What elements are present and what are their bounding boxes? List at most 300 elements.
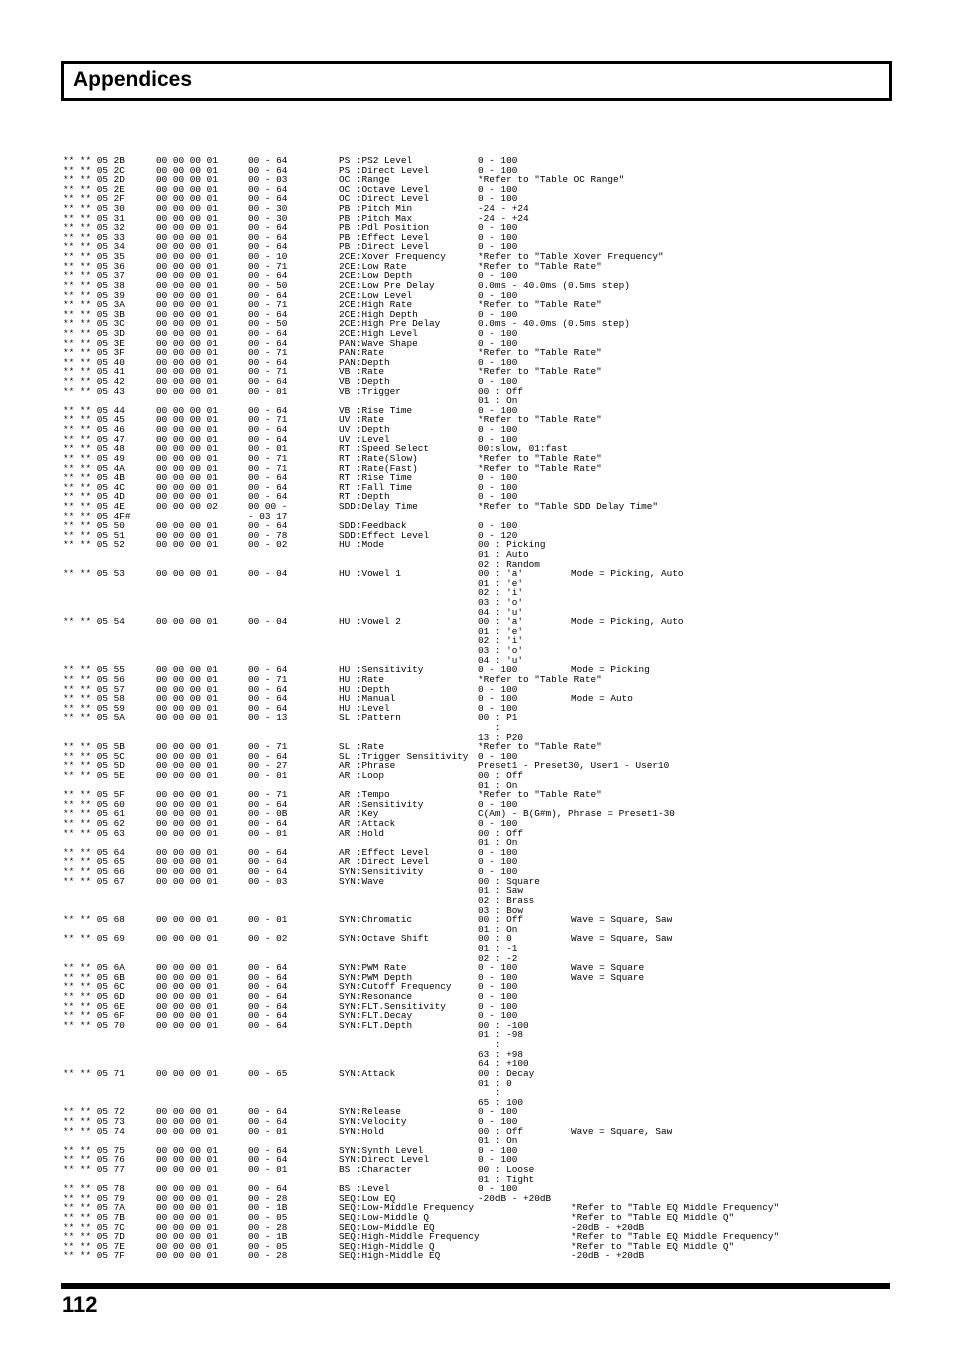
value-cell: 0 - 100: [478, 981, 518, 993]
size-cell: 00 00 00 01: [156, 270, 218, 282]
range-cell: 00 - 01: [248, 1125, 288, 1137]
range-cell: 00 - 64: [248, 164, 288, 176]
range-cell: 00 - 71: [248, 673, 288, 685]
range-cell: 00 - 64: [248, 472, 288, 484]
range-cell: 00 - 64: [248, 971, 288, 983]
address-cell: ** ** 05 3D: [63, 327, 125, 339]
range-cell: 00 - 64: [248, 962, 288, 974]
range-cell: 00 - 65: [248, 1067, 288, 1079]
address-cell: ** ** 05 56: [63, 673, 125, 685]
parameter-cell: SYN:FLT.Decay: [339, 1010, 413, 1022]
size-cell: 00 00 00 01: [156, 1163, 218, 1175]
address-cell: ** ** 05 5B: [63, 741, 125, 753]
value-cell: 01 : 'e': [478, 625, 524, 637]
value-cell: 0 - 100: [478, 155, 518, 166]
address-cell: ** ** 05 72: [63, 1106, 125, 1118]
value-cell: *Refer to "Table Rate": [478, 741, 602, 753]
parameter-cell: SDD:Delay Time: [339, 500, 418, 512]
range-cell: 00 - 13: [248, 712, 288, 724]
range-cell: 00 - 01: [248, 770, 288, 781]
value-cell: 0 - 100: [478, 433, 518, 445]
range-cell: 00 - 01: [248, 1163, 288, 1175]
size-cell: 00 00 00 01: [156, 356, 218, 368]
range-cell: - 03 17: [248, 510, 288, 522]
size-cell: 00 00 00 01: [156, 203, 218, 215]
address-cell: ** ** 05 59: [63, 702, 125, 714]
size-cell: 00 00 00 01: [156, 481, 218, 493]
value-cell: 02 : 'i': [478, 587, 524, 599]
value-cell: 0 - 100: [478, 472, 518, 484]
range-cell: 00 - 64: [248, 424, 288, 436]
size-cell: 00 00 00 01: [156, 241, 218, 253]
range-cell: 00 - 01: [248, 914, 288, 926]
size-cell: 00 00 00 01: [156, 741, 218, 753]
address-cell: ** ** 05 6B: [63, 971, 125, 983]
value-cell: 0 - 100: [478, 866, 518, 878]
size-cell: 00 00 00 01: [156, 875, 218, 887]
page-number: 112: [62, 1292, 98, 1317]
size-cell: 00 00 00 01: [156, 251, 218, 263]
parameter-cell: SYN:Velocity: [339, 1115, 407, 1127]
value-cell: 01 : Saw: [478, 885, 524, 897]
value-cell: 01 : Auto: [478, 548, 529, 560]
range-cell: 00 - 64: [248, 981, 288, 993]
size-cell: 00 00 00 02: [156, 500, 218, 512]
size-cell: 00 00 00 01: [156, 347, 218, 359]
size-cell: 00 00 00 01: [156, 1183, 218, 1195]
range-cell: 00 - 64: [248, 1000, 288, 1012]
value-cell: 0 - 100: [478, 520, 518, 532]
range-cell: 00 - 64: [248, 222, 288, 234]
value-cell: 0 - 100: [478, 193, 518, 205]
address-cell: ** ** 05 78: [63, 1183, 125, 1195]
range-cell: 00 - 64: [248, 356, 288, 368]
address-cell: ** ** 05 54: [63, 616, 125, 628]
parameter-cell: AR :Loop: [339, 770, 385, 781]
range-cell: 00 00 -: [248, 500, 288, 512]
size-cell: 00 00 00 01: [156, 1144, 218, 1156]
parameter-cell: SEQ:High-Middle Q: [339, 1240, 435, 1252]
value-cell: 04 : 'u': [478, 654, 524, 666]
size-cell: 00 00 00 01: [156, 1250, 218, 1262]
range-cell: 00 - 71: [248, 452, 288, 464]
size-cell: 00 00 00 01: [156, 183, 218, 195]
range-cell: 00 - 71: [248, 789, 288, 801]
value-cell: 00 : -100: [478, 1019, 529, 1031]
address-cell: ** ** 05 39: [63, 289, 125, 301]
range-cell: 00 - 0B: [248, 808, 288, 820]
size-cell: 00 00 00 01: [156, 616, 218, 628]
parameter-cell: RT :Rise Time: [339, 472, 413, 484]
range-cell: 00 - 04: [248, 616, 288, 628]
address-cell: ** ** 05 42: [63, 376, 125, 388]
parameter-cell: SYN:PWM Rate: [339, 962, 407, 974]
address-cell: ** ** 05 3E: [63, 337, 125, 349]
size-cell: 00 00 00 01: [156, 1000, 218, 1012]
parameter-cell: PAN:Depth: [339, 356, 390, 368]
value-cell: 0 - 100: [478, 424, 518, 436]
range-cell: 00 - 10: [248, 251, 288, 263]
note-cell: Mode = Picking: [571, 664, 650, 676]
size-cell: 00 00 00 01: [156, 760, 218, 772]
range-cell: 00 - 1B: [248, 1202, 288, 1214]
address-cell: ** ** 05 7B: [63, 1212, 125, 1224]
value-cell: -24 - +24: [478, 212, 529, 224]
address-cell: ** ** 05 49: [63, 452, 125, 464]
address-cell: ** ** 05 65: [63, 856, 125, 868]
range-cell: 00 - 71: [248, 260, 288, 272]
range-cell: 00 - 64: [248, 798, 288, 810]
size-cell: 00 00 00 01: [156, 673, 218, 685]
range-cell: 00 - 78: [248, 529, 288, 541]
size-cell: 00 00 00 01: [156, 1010, 218, 1022]
range-cell: 00 - 05: [248, 1240, 288, 1252]
parameter-cell: AR :Attack: [339, 818, 396, 830]
note-cell: Wave = Square: [571, 962, 645, 974]
parameter-cell: SYN:Chromatic: [339, 914, 413, 926]
value-cell: 02 : 'i': [478, 635, 524, 647]
address-cell: ** ** 05 41: [63, 366, 125, 378]
size-cell: 00 00 00 01: [156, 462, 218, 474]
parameter-cell: RT :Speed Select: [339, 443, 430, 455]
value-cell: 00 : P1: [478, 712, 518, 724]
value-cell: 00 : 0: [478, 933, 512, 945]
address-cell: ** ** 05 60: [63, 798, 125, 810]
address-cell: ** ** 05 4C: [63, 481, 125, 493]
address-cell: ** ** 05 4E: [63, 500, 125, 512]
parameter-cell: VB :Depth: [339, 376, 390, 388]
range-cell: 00 - 28: [248, 1192, 288, 1204]
range-cell: 00 - 64: [248, 289, 288, 301]
address-cell: ** ** 05 73: [63, 1115, 125, 1127]
range-cell: 00 - 64: [248, 241, 288, 253]
address-cell: ** ** 05 74: [63, 1125, 125, 1137]
parameter-cell: SYN:Cutoff Frequency: [339, 981, 452, 993]
address-cell: ** ** 05 71: [63, 1067, 125, 1079]
size-cell: 00 00 00 01: [156, 914, 218, 926]
value-cell: 0 - 100: [478, 702, 518, 714]
size-cell: 00 00 00 01: [156, 376, 218, 388]
address-cell: ** ** 05 50: [63, 520, 125, 532]
address-cell: ** ** 05 4B: [63, 472, 125, 484]
range-cell: 00 - 02: [248, 933, 288, 945]
range-cell: 00 - 64: [248, 1010, 288, 1022]
value-cell: 0 - 100: [478, 1000, 518, 1012]
parameter-cell: SL :Rate: [339, 741, 385, 753]
value-cell: 0 - 100: [478, 270, 518, 282]
address-cell: ** ** 05 44: [63, 404, 125, 416]
range-cell: 00 - 64: [248, 183, 288, 195]
value-cell: C(Am) - B(G#m), Phrase = Preset1-30: [478, 808, 675, 820]
address-cell: ** ** 05 4D: [63, 491, 125, 503]
range-cell: 00 - 64: [248, 683, 288, 695]
parameter-cell: PAN:Wave Shape: [339, 337, 418, 349]
value-cell: 0 - 100: [478, 231, 518, 243]
value-cell: :: [478, 1087, 501, 1099]
address-cell: ** ** 05 7E: [63, 1240, 125, 1252]
value-cell: 0.0ms - 40.0ms (0.5ms step): [478, 279, 630, 291]
size-cell: 00 00 00 01: [156, 770, 218, 781]
note-cell: Mode = Auto: [571, 693, 633, 705]
value-cell: 01 : On: [478, 837, 518, 849]
parameter-cell: SYN:Attack: [339, 1067, 396, 1079]
parameter-cell: SEQ:Low-Middle Frequency: [339, 1202, 475, 1214]
range-cell: 00 - 64: [248, 193, 288, 205]
range-cell: 00 - 71: [248, 299, 288, 311]
value-cell: -24 - +24: [478, 203, 529, 215]
value-cell: 03 : Bow: [478, 904, 524, 916]
parameter-cell: AR :Key: [339, 808, 379, 820]
value-cell: 0 - 100: [478, 971, 518, 983]
address-cell: ** ** 05 3A: [63, 299, 125, 311]
range-cell: 00 - 64: [248, 866, 288, 878]
address-cell: ** ** 05 2D: [63, 174, 125, 186]
size-cell: 00 00 00 01: [156, 568, 218, 580]
size-cell: 00 00 00 01: [156, 539, 218, 551]
range-cell: 00 - 64: [248, 991, 288, 1003]
parameter-cell: OC :Direct Level: [339, 193, 430, 205]
range-cell: 00 - 30: [248, 203, 288, 215]
parameter-cell: UV :Depth: [339, 424, 390, 436]
parameter-cell: SYN:Wave: [339, 875, 385, 887]
parameter-cell: OC :Octave Level: [339, 183, 430, 195]
parameter-cell: AR :Direct Level: [339, 856, 430, 868]
value-cell: :: [478, 721, 501, 733]
address-cell: ** ** 05 31: [63, 212, 125, 224]
address-cell: ** ** 05 64: [63, 846, 125, 858]
parameter-cell: RT :Rate(Slow): [339, 452, 418, 464]
note-cell: Wave = Square, Saw: [571, 933, 673, 945]
parameter-cell: PS :PS2 Level: [339, 155, 413, 166]
parameter-cell: VB :Rate: [339, 366, 385, 378]
range-cell: 00 - 71: [248, 366, 288, 378]
size-cell: 00 00 00 01: [156, 491, 218, 503]
parameter-cell: SYN:Octave Shift: [339, 933, 430, 945]
value-cell: Preset1 - Preset30, User1 - User10: [478, 760, 670, 772]
address-cell: ** ** 05 66: [63, 866, 125, 878]
size-cell: 00 00 00 01: [156, 798, 218, 810]
parameter-cell: PB :Pitch Max: [339, 212, 413, 224]
address-cell: ** ** 05 35: [63, 251, 125, 263]
value-cell: 00 : Picking: [478, 539, 546, 551]
range-cell: 00 - 64: [248, 1183, 288, 1195]
address-cell: ** ** 05 6D: [63, 991, 125, 1003]
address-cell: ** ** 05 62: [63, 818, 125, 830]
size-cell: 00 00 00 01: [156, 174, 218, 186]
value-cell: 0 - 100: [478, 183, 518, 195]
parameter-cell: PAN:Rate: [339, 347, 385, 359]
size-cell: 00 00 00 01: [156, 318, 218, 330]
parameter-cell: VB :Trigger: [339, 385, 401, 397]
footer-rule: [61, 1283, 890, 1289]
parameter-cell: AR :Tempo: [339, 789, 390, 801]
header-box: [61, 61, 892, 101]
value-cell: *Refer to "Table Xover Frequency": [478, 251, 664, 263]
value-cell: 00 : 'a': [478, 568, 524, 580]
size-cell: 00 00 00 01: [156, 385, 218, 397]
value-cell: 00 : Off: [478, 770, 524, 781]
value-cell: 01 : 0: [478, 1077, 512, 1089]
value-cell: 0 - 100: [478, 491, 518, 503]
size-cell: 00 00 00 01: [156, 520, 218, 532]
value-cell: 13 : P20: [478, 731, 524, 743]
parameter-cell: RT :Fall Time: [339, 481, 413, 493]
value-cell: *Refer to "Table Rate": [478, 299, 602, 311]
value-cell: 02 : -2: [478, 952, 518, 964]
size-cell: 00 00 00 01: [156, 1067, 218, 1079]
value-cell: 0 - 100: [478, 289, 518, 301]
value-cell: 0 - 100: [478, 1183, 518, 1195]
parameter-cell: HU :Manual: [339, 693, 396, 705]
size-cell: 00 00 00 01: [156, 1019, 218, 1031]
size-cell: 00 00 00 01: [156, 750, 218, 762]
parameter-cell: HU :Sensitivity: [339, 664, 424, 676]
value-cell: *Refer to "Table Rate": [478, 414, 602, 426]
parameter-cell: VB :Rise Time: [339, 404, 413, 416]
address-cell: ** ** 05 34: [63, 241, 125, 253]
size-cell: 00 00 00 01: [156, 1231, 218, 1243]
address-cell: ** ** 05 2C: [63, 164, 125, 176]
size-cell: 00 00 00 01: [156, 1212, 218, 1224]
parameter-cell: AR :Sensitivity: [339, 798, 424, 810]
value-cell: 00 : Square: [478, 875, 540, 887]
range-cell: 00 - 64: [248, 818, 288, 830]
range-cell: 00 - 64: [248, 481, 288, 493]
parameter-cell: PB :Direct Level: [339, 241, 430, 253]
range-cell: 00 - 71: [248, 741, 288, 753]
value-cell: 0 - 100: [478, 337, 518, 349]
range-cell: 00 - 64: [248, 750, 288, 762]
value-cell: 0 - 100: [478, 962, 518, 974]
size-cell: 00 00 00 01: [156, 1125, 218, 1137]
range-cell: 00 - 64: [248, 1019, 288, 1031]
address-cell: ** ** 05 2F: [63, 193, 125, 205]
address-cell: ** ** 05 46: [63, 424, 125, 436]
range-cell: 00 - 50: [248, 279, 288, 291]
value-cell: *Refer to "Table Rate": [478, 452, 602, 464]
parameter-cell: SEQ:Low EQ: [339, 1192, 396, 1204]
parameter-cell: SEQ:High-Middle EQ: [339, 1250, 441, 1262]
size-cell: 00 00 00 01: [156, 971, 218, 983]
size-cell: 00 00 00 01: [156, 414, 218, 426]
value-cell: 0 - 100: [478, 750, 518, 762]
parameter-cell: BS :Character: [339, 1163, 413, 1175]
value-cell: 0 - 100: [478, 241, 518, 253]
note-cell: -20dB - +20dB: [571, 1221, 645, 1233]
parameter-cell: AR :Effect Level: [339, 846, 430, 858]
value-cell: 00:slow, 01:fast: [478, 443, 569, 455]
address-cell: ** ** 05 38: [63, 279, 125, 291]
size-cell: 00 00 00 01: [156, 1106, 218, 1118]
size-cell: 00 00 00 01: [156, 1202, 218, 1214]
parameter-cell: HU :Level: [339, 702, 390, 714]
value-cell: 00 : Decay: [478, 1067, 535, 1079]
size-cell: 00 00 00 01: [156, 827, 218, 839]
address-cell: ** ** 05 77: [63, 1163, 125, 1175]
note-cell: Mode = Picking, Auto: [571, 616, 684, 628]
address-cell: ** ** 05 40: [63, 356, 125, 368]
parameter-cell: SYN:Sensitivity: [339, 866, 424, 878]
size-cell: 00 00 00 01: [156, 155, 218, 166]
range-cell: 00 - 64: [248, 520, 288, 532]
size-cell: 00 00 00 01: [156, 789, 218, 801]
size-cell: 00 00 00 01: [156, 424, 218, 436]
size-cell: 00 00 00 01: [156, 452, 218, 464]
range-cell: 00 - 64: [248, 433, 288, 445]
range-cell: 00 - 64: [248, 693, 288, 705]
range-cell: 00 - 64: [248, 231, 288, 243]
range-cell: 00 - 64: [248, 404, 288, 416]
value-cell: *Refer to "Table Rate": [478, 260, 602, 272]
address-cell: ** ** 05 58: [63, 693, 125, 705]
address-cell: ** ** 05 5D: [63, 760, 125, 772]
parameter-cell: SYN:Release: [339, 1106, 401, 1118]
range-cell: 00 - 64: [248, 702, 288, 714]
parameter-cell: 2CE:High Pre Delay: [339, 318, 441, 330]
address-cell: ** ** 05 6F: [63, 1010, 125, 1022]
range-cell: 00 - 64: [248, 491, 288, 503]
address-cell: ** ** 05 6C: [63, 981, 125, 993]
address-cell: ** ** 05 70: [63, 1019, 125, 1031]
value-cell: 65 : 100: [478, 1096, 524, 1108]
range-cell: 00 - 64: [248, 1115, 288, 1127]
address-cell: ** ** 05 57: [63, 683, 125, 695]
address-cell: ** ** 05 7C: [63, 1221, 125, 1233]
value-cell: 01 : On: [478, 395, 518, 407]
value-cell: 0 - 100: [478, 356, 518, 368]
range-cell: 00 - 27: [248, 760, 288, 772]
range-cell: 00 - 64: [248, 1154, 288, 1166]
range-cell: 00 - 28: [248, 1250, 288, 1262]
address-cell: ** ** 05 69: [63, 933, 125, 945]
size-cell: 00 00 00 01: [156, 212, 218, 224]
size-cell: 00 00 00 01: [156, 279, 218, 291]
value-cell: 0 - 100: [478, 1115, 518, 1127]
address-cell: ** ** 05 4A: [63, 462, 125, 474]
address-cell: ** ** 05 55: [63, 664, 125, 676]
address-cell: ** ** 05 5F: [63, 789, 125, 801]
address-cell: ** ** 05 32: [63, 222, 125, 234]
range-cell: 00 - 64: [248, 308, 288, 320]
parameter-cell: SYN:Hold: [339, 1125, 385, 1137]
size-cell: 00 00 00 01: [156, 866, 218, 878]
parameter-cell: AR :Hold: [339, 827, 385, 839]
range-cell: 00 - 71: [248, 414, 288, 426]
value-cell: 64 : +100: [478, 1058, 529, 1070]
parameter-cell: PB :Effect Level: [339, 231, 430, 243]
address-cell: ** ** 05 75: [63, 1144, 125, 1156]
size-cell: 00 00 00 01: [156, 164, 218, 176]
address-cell: ** ** 05 7F: [63, 1250, 125, 1262]
value-cell: 01 : 'e': [478, 577, 524, 589]
range-cell: 00 - 71: [248, 462, 288, 474]
note-cell: *Refer to "Table EQ Middle Q": [571, 1240, 735, 1252]
page-title: Appendices: [73, 68, 193, 91]
size-cell: 00 00 00 01: [156, 808, 218, 820]
parameter-cell: 2CE:Low Rate: [339, 260, 407, 272]
size-cell: 00 00 00 01: [156, 818, 218, 830]
address-cell: ** ** 05 63: [63, 827, 125, 839]
value-cell: 0 - 100: [478, 683, 518, 695]
size-cell: 00 00 00 01: [156, 1115, 218, 1127]
address-cell: ** ** 05 5A: [63, 712, 125, 724]
parameter-cell: SYN:Synth Level: [339, 1144, 424, 1156]
note-cell: Wave = Square: [571, 971, 645, 983]
value-cell: 03 : 'o': [478, 597, 524, 609]
address-cell: ** ** 05 45: [63, 414, 125, 426]
size-cell: 00 00 00 01: [156, 337, 218, 349]
parameter-cell: 2CE:High Rate: [339, 299, 413, 311]
